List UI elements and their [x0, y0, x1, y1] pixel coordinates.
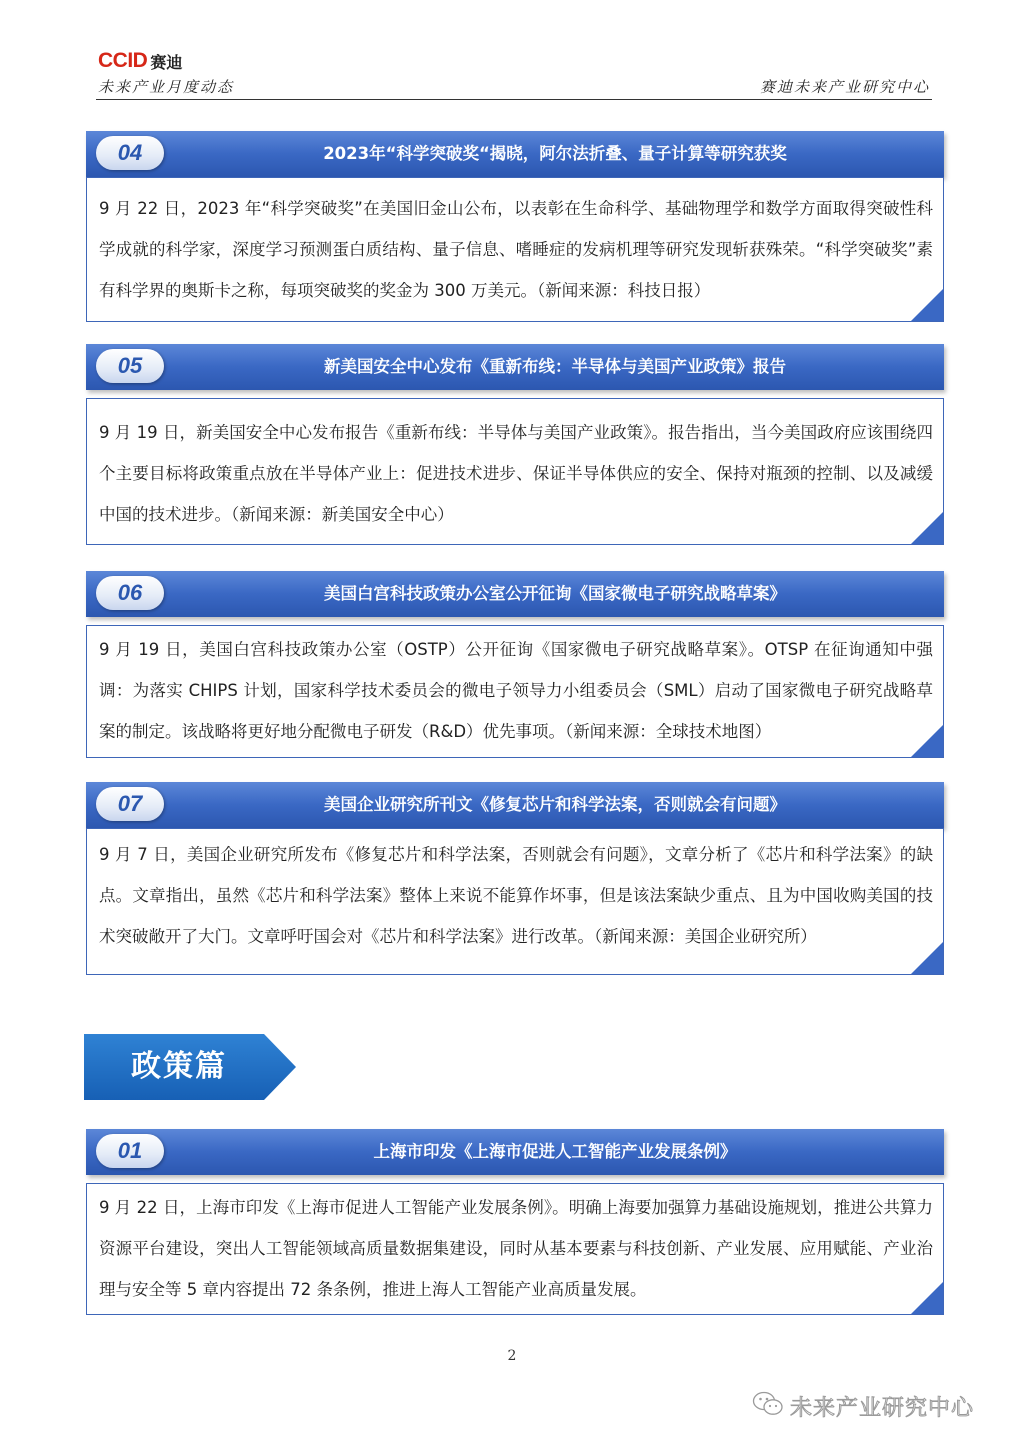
ccid-logo [98, 50, 182, 72]
policy-title-bar [86, 1129, 944, 1175]
news-title-bar [86, 571, 944, 617]
news-body: 9 月 19 日，美国白宫科技政策办公室（OSTP）公开征询《国家微电子研究战略草案》。OTSP 在征询通知中强调：为落实 CHIPS 计划，国家科学技术委员会的微电子领导力小组委员会（SML）启动了国家微电子研究战略草案的制定。该战略将更好地分配微电子研发（R&D）优先事项。（新闻来源：全球技术地图） [99, 640, 933, 741]
logo-ccid-text: CCID [98, 49, 148, 72]
news-title-bar [86, 344, 944, 390]
page-header [96, 50, 932, 100]
header-right-title: 赛迪未来产业研究中心 [759, 78, 930, 96]
news-body-box [86, 828, 944, 975]
news-body: 9 月 19 日，新美国安全中心发布报告《重新布线：半导体与美国产业政策》。报告指出，当今美国政府应该围绕四个主要目标将政策重点放在半导体产业上：促进技术进步、保证半导体供应的安全、保持对瓶颈的控制、以及减缓中国的技术进步。（新闻来源：新美国安全中心） [99, 423, 933, 524]
item-number: 06 [117, 580, 143, 605]
item-number: 07 [117, 791, 143, 816]
news-body: 9 月 7 日，美国企业研究所发布《修复芯片和科学法案，否则就会有问题》，文章分析了《芯片和科学法案》的缺点。文章指出，虽然《芯片和科学法案》整体上来说不能算作坏事，但是该法案缺少重点、且为中国收购美国的技术突破敞开了大门。文章呼吁国会对《芯片和科学法案》进行改革。（新闻来源：美国企业研究所） [99, 845, 933, 946]
news-title-bar [86, 782, 944, 828]
news-title: 美国企业研究所刊文《修复芯片和科学法案，否则就会有问题》 [324, 795, 786, 814]
news-title-bar [86, 131, 944, 177]
item-number-badge [96, 576, 164, 610]
header-left-title: 未来产业月度动态 [98, 78, 235, 96]
news-title: 2023年“科学突破奖“揭晓，阿尔法折叠、量子计算等研究获奖 [323, 144, 787, 163]
item-number-badge [96, 349, 164, 383]
page-number: 2 [507, 1348, 517, 1364]
news-title: 美国白宫科技政策办公室公开征询《国家微电子研究战略草案》 [324, 584, 786, 603]
section-title: 政策篇 [131, 1049, 227, 1084]
corner-triangle [911, 725, 943, 757]
watermark [752, 1388, 974, 1424]
policy-body: 9 月 22 日，上海市印发《上海市促进人工智能产业发展条例》。明确上海要加强算力基础设施规划，推进公共算力资源平台建设，突出人工智能领域高质量数据集建设，同时从基本要素与科技创新、产业发展、应用赋能、产业治理与安全等 5 章内容提出 72 条条例，推进上海人工智能产业高质量发展。 [99, 1198, 933, 1299]
item-number-badge [96, 787, 164, 821]
item-number: 01 [117, 1138, 143, 1163]
news-body-box [86, 398, 944, 545]
news-body-box [86, 625, 944, 758]
news-body-box [86, 177, 944, 322]
policy-title: 上海市印发《上海市促进人工智能产业发展条例》 [373, 1142, 737, 1161]
logo-brand-text: 赛迪 [150, 52, 183, 72]
news-title: 新美国安全中心发布《重新布线：半导体与美国产业政策》报告 [324, 357, 786, 376]
item-number: 05 [117, 353, 143, 378]
corner-triangle [911, 289, 943, 321]
item-number: 04 [117, 140, 143, 165]
item-number-badge [96, 136, 164, 170]
news-body: 9 月 22 日，2023 年“科学突破奖”在美国旧金山公布，以表彰在生命科学、基础物理学和数学方面取得突破性科学成就的科学家，深度学习预测蛋白质结构、量子信息、嗜睡症的发病机理等研究发现斩获殊荣。“科学突破奖”素有科学界的奥斯卡之称，每项突破奖的奖金为 300 万美元。（新闻来源：科技日报） [99, 199, 933, 300]
wechat-icon [752, 1390, 784, 1422]
policy-body-box [86, 1183, 944, 1315]
watermark-text: 未来产业研究中心 [790, 1395, 975, 1421]
corner-triangle [911, 1282, 943, 1314]
item-number-badge [96, 1134, 164, 1168]
corner-triangle [911, 942, 943, 974]
section-banner [84, 1034, 296, 1100]
corner-triangle [911, 512, 943, 544]
